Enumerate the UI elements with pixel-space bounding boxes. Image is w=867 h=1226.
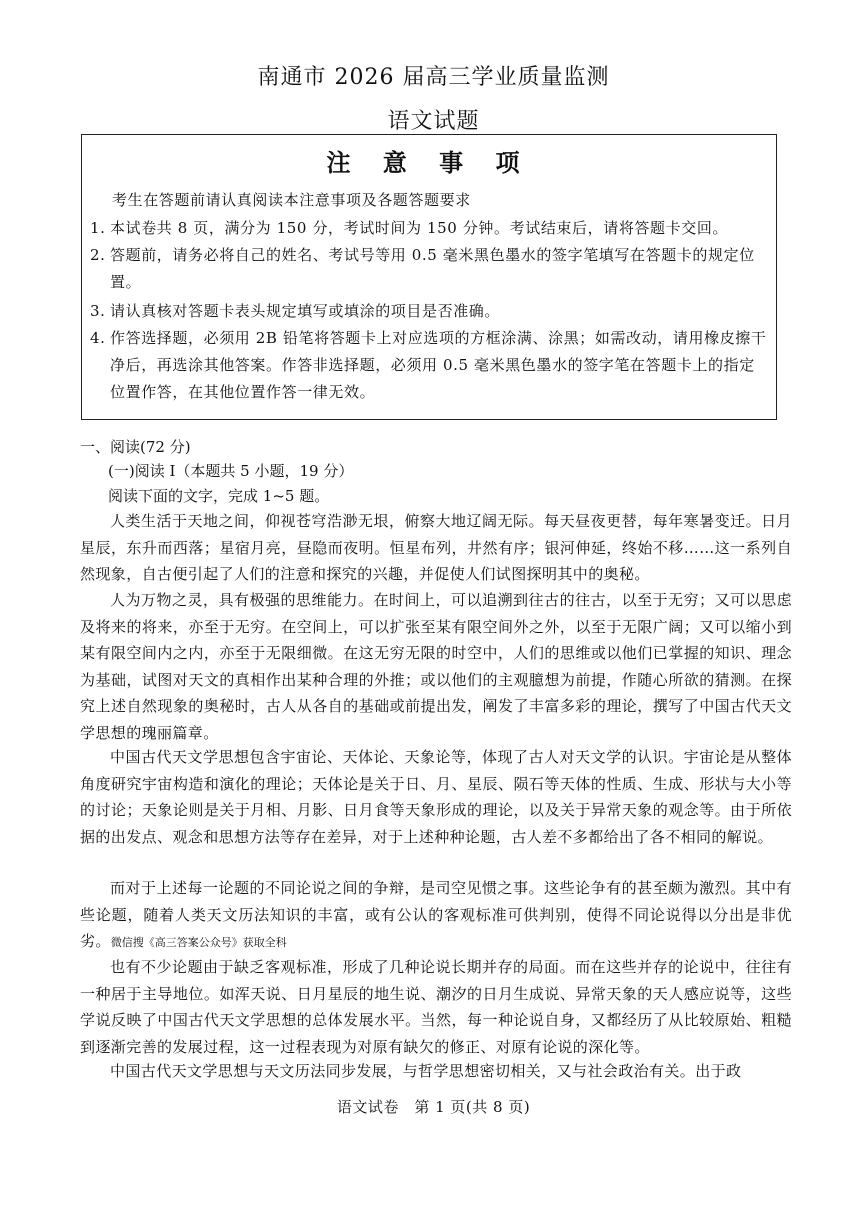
exam-subtitle: 语文试题 [387,109,480,134]
notice-item-text: 作答选择题，必须用 2B 铅笔将答题卡上对应选项的方框涂满、涂黑；如需改动，请用橡皮擦干净后，再选涂其他答案。作答非选择题，必须用 0.5 毫米黑色墨水的签字笔在答题卡上的指定位置作答，在其他位置作答一律无效。 [110,329,767,401]
exam-title: 南通市 2026 届高三学业质量监测 [257,65,610,90]
notice-item-text: 请认真核对答题卡表头规定填写或填涂的项目是否准确。 [110,302,501,320]
notice-item-number: 2. [90,246,106,264]
notice-intro: 考生在答题前请认真阅读本注意事项及各题答题要求 [112,191,471,209]
passage-paragraph: 中国古代天文学思想包含宇宙论、天体论、天象论等，体现了古人对天文学的认识。宇宙论是从整体角度研究宇宙构造和演化的理论；天体论是关于日、月、星辰、陨石等天体的性质、生成、形状与大小等的讨论；天象论则是关于月相、月影、日月食等天象形成的理论，以及关于异常天象的观念等。由于所依据的出发点、观念和思想方法等存在差异，对于上述种种论题，古人差不多都给出了各不相同的解说。 [80,748,792,846]
notice-item-number: 1. [90,219,106,237]
notice-heading: 注 意 事 项 [326,148,532,177]
watermark-text: 微信搜《高三答案公众号》获取全科 [110,936,287,949]
notice-item [90,298,770,325]
passage-paragraph: 也有不少论题由于缺乏客观标准，形成了几种论说长期并存的局面。而在这些并存的论说中，往往有一种居于主导地位。如浑天说、日月星辰的地生说、潮汐的日月生成说、异常天象的天人感应说等，这些学说反映了中国古代天文学思想的总体发展水平。当然，每一种论说自身，又都经历了从比较原始、粗糙到逐渐完善的发展过程，这一过程表现为对原有缺欠的修正、对原有论说的深化等。 [80,958,792,1056]
page-footer: 语文试卷 第 1 页(共 8 页) [336,1098,531,1116]
passage-paragraph [80,875,792,957]
notice-item [90,242,770,296]
notice-item [90,215,770,242]
notice-item-text: 答题前，请务必将自己的姓名、考试号等用 0.5 毫米黑色墨水的签字笔填写在答题卡的规定位置。 [110,246,755,291]
passage-paragraph: 中国古代天文学思想与天文历法同步发展，与哲学思想密切相关，又与社会政治有关。出于政 [110,1062,742,1080]
section-subtitle: (一)阅读 I（本题共 5 小题，19 分） [108,462,354,480]
passage-paragraph: 人类生活于天地之间，仰视苍穹浩渺无垠，俯察大地辽阔无际。每天昼夜更替，每年寒暑变迁。日月星辰，东升而西落；星宿月亮，昼隐而夜明。恒星布列，井然有序；银河伸延，终始不移……这一系列自然现象，自古便引起了人们的注意和探究的兴趣，并促使人们试图探明其中的奥秘。 [80,512,792,583]
notice-box [81,134,777,420]
passage-paragraph-text: 而对于上述每一论题的不同论说之间的争辩，是司空见惯之事。这些论争有的甚至颇为激烈。其中有些论题，随着人类天文历法知识的丰富，或有公认的客观标准可供判别，使得不同论说得以分出是非优劣。 [80,879,792,950]
notice-item-number: 3. [90,302,106,320]
notice-item-number: 4. [90,329,106,347]
notice-item-text: 本试卷共 8 页，满分为 150 分，考试时间为 150 分钟。考试结束后，请将答题卡交回。 [110,219,729,237]
notice-item [90,325,770,406]
passage-paragraph: 人为万物之灵，具有极强的思维能力。在时间上，可以追溯到往古的往古，以至于无穷；又可以思虑及将来的将来，亦至于无穷。在空间上，可以扩张至某有限空间外之外，以至于无限广阔；又可以缩小到某有限空间内之内，亦至于无限细微。在这无穷无限的时空中，人们的思维或以他们已掌握的知识、理念为基础，试图对天文的真相作出某种合理的外推；或以他们的主观臆想为前提，作随心所欲的猜测。在探究上述自然现象的奥秘时，古人从各自的基础或前提出发，阐发了丰富多彩的理论，撰写了中国古代天文学思想的瑰丽篇章。 [80,591,792,742]
section-title: 一、阅读(72 分) [80,438,191,456]
section-instruction: 阅读下面的文字，完成 1~5 题。 [108,487,330,505]
